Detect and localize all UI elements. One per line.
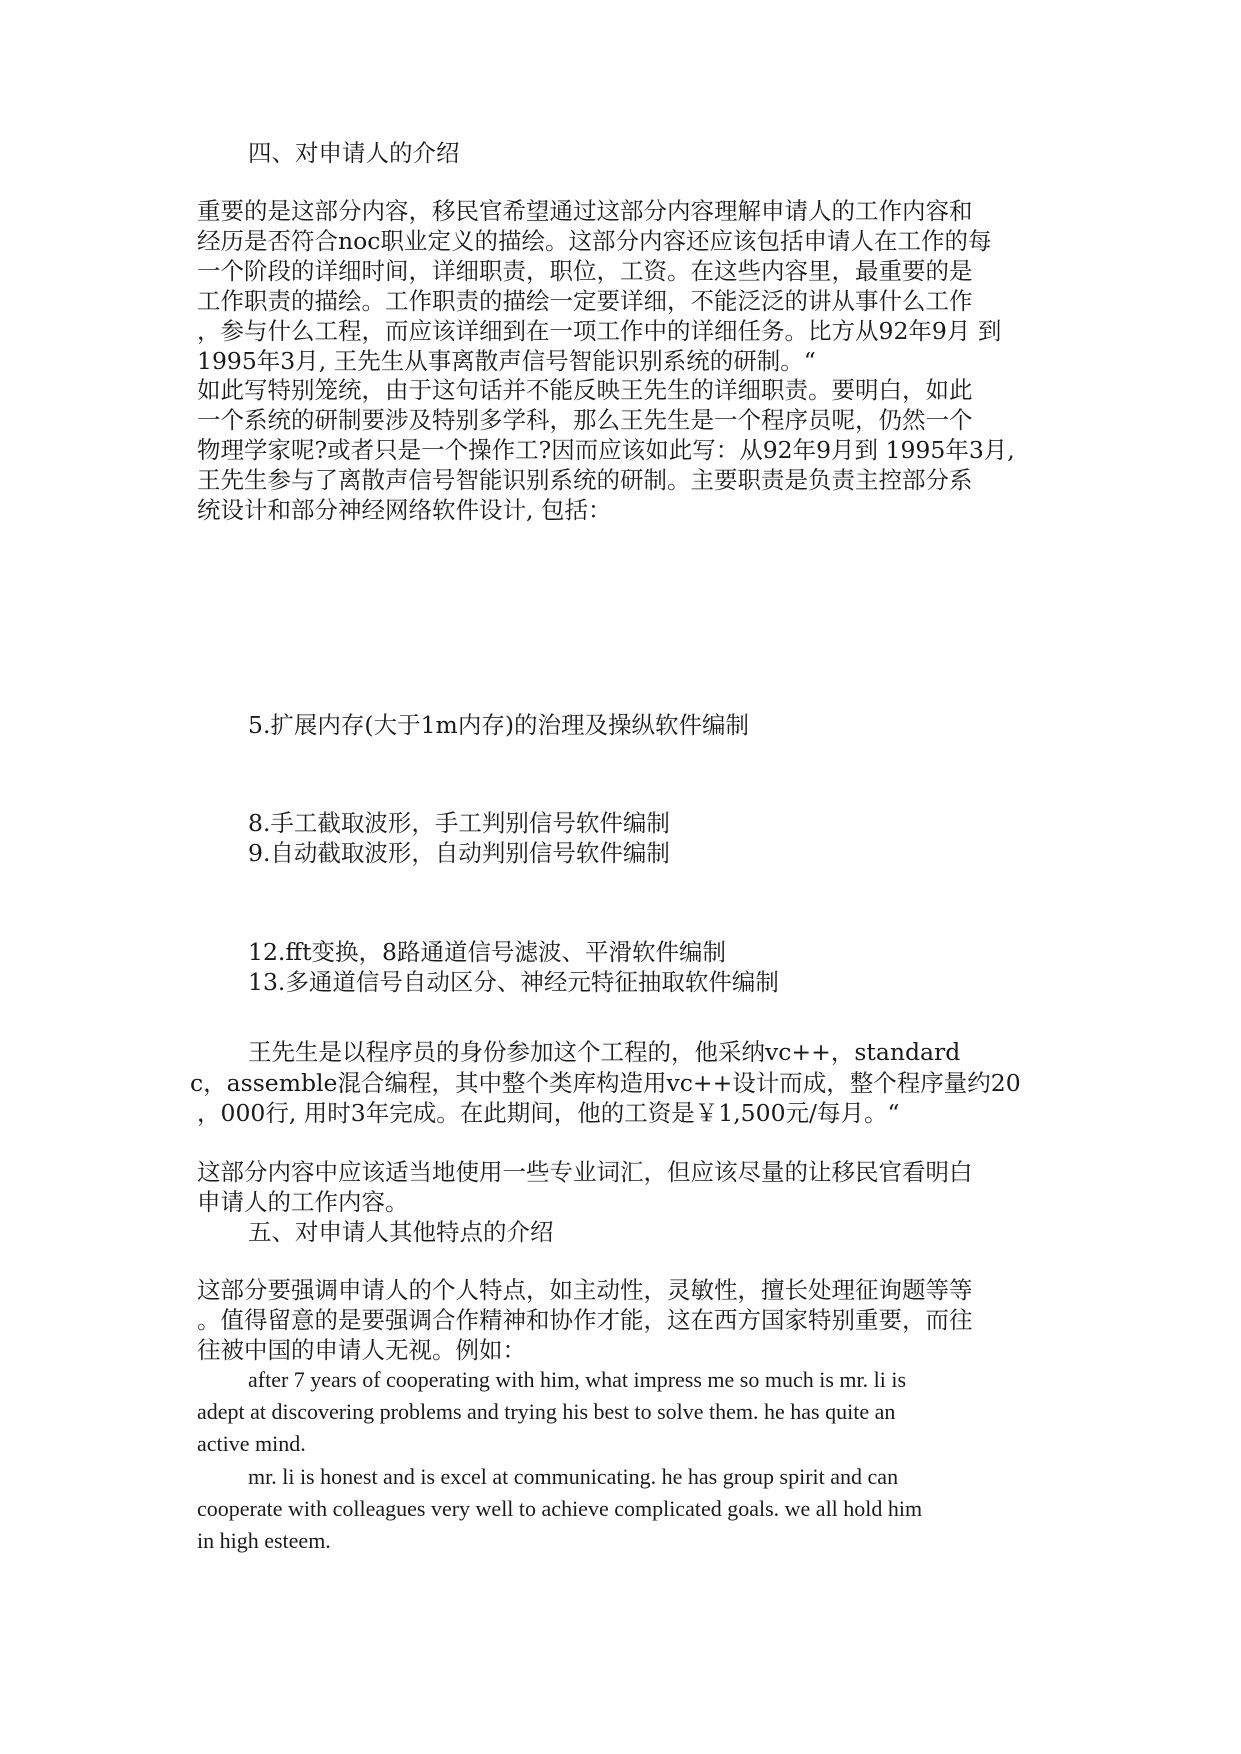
task-item-9: 9.自动截取波形，自动判别信号软件编制	[248, 839, 670, 867]
paragraph-line: 工作职责的描绘。工作职责的描绘一定要详细，不能泛泛的讲从事什么工作	[197, 287, 973, 315]
paragraph-line: ，000行, 用时3年完成。在此期间，他的工资是￥1,500元/每月。“	[197, 1099, 900, 1127]
paragraph-line: mr. li is honest and is excel at communicating. he has group spirit and can	[248, 1464, 899, 1489]
paragraph-line: 如此写特别笼统，由于这句话并不能反映王先生的详细职责。要明白，如此	[197, 376, 973, 404]
section-5-heading: 五、对申请人其他特点的介绍	[248, 1218, 554, 1246]
paragraph-line: adept at discovering problems and trying his best to solve them. he has quite an	[197, 1399, 896, 1424]
paragraph-line: cooperate with colleagues very well to achieve complicated goals. we all hold him	[197, 1496, 923, 1521]
paragraph-line: 经历是否符合noc职业定义的描绘。这部分内容还应该包括申请人在工作的每	[197, 227, 992, 255]
paragraph-line: 物理学家呢?或者只是一个操作工?因而应该如此写：从92年9月到 1995年3月,	[197, 436, 1015, 464]
paragraph-line: 。值得留意的是要强调合作精神和协作才能，这在西方国家特别重要，而往	[197, 1306, 973, 1334]
task-item-12: 12.fft变换，8路通道信号滤波、平滑软件编制	[248, 938, 726, 966]
paragraph-line: 统设计和部分神经网络软件设计, 包括：	[197, 496, 612, 524]
paragraph-line: 一个阶段的详细时间，详细职责，职位，工资。在这些内容里，最重要的是	[197, 257, 973, 285]
paragraph-line: 重要的是这部分内容，移民官希望通过这部分内容理解申请人的工作内容和	[197, 197, 973, 225]
paragraph-line: 这部分内容中应该适当地使用一些专业词汇，但应该尽量的让移民官看明白	[197, 1158, 973, 1186]
section-4-heading: 四、对申请人的介绍	[248, 139, 460, 167]
paragraph-line: after 7 years of cooperating with him, what impress me so much is mr. li is	[248, 1367, 907, 1392]
paragraph-line: 王先生参与了离散声信号智能识别系统的研制。主要职责是负责主控部分系	[197, 466, 973, 494]
paragraph-line: 一个系统的研制要涉及特别多学科，那么王先生是一个程序员呢，仍然一个	[197, 406, 973, 434]
task-item-13: 13.多通道信号自动区分、神经元特征抽取软件编制	[248, 968, 779, 996]
paragraph-line: active mind.	[197, 1431, 306, 1456]
paragraph-line: c，assemble混合编程，其中整个类库构造用vc++设计而成，整个程序量约20	[190, 1069, 1021, 1097]
paragraph-line: 1995年3月, 王先生从事离散声信号智能识别系统的研制。“	[197, 347, 816, 375]
paragraph-line: 申请人的工作内容。	[197, 1188, 409, 1216]
task-item-5: 5.扩展内存(大于1m内存)的治理及操纵软件编制	[248, 711, 749, 739]
paragraph-line: 往被中国的申请人无视。例如：	[197, 1336, 526, 1364]
paragraph-line: in high esteem.	[197, 1528, 331, 1553]
paragraph-line: 王先生是以程序员的身份参加这个工程的，他采纳vc++，standard	[248, 1038, 961, 1066]
task-item-8: 8.手工截取波形，手工判别信号软件编制	[248, 809, 670, 837]
paragraph-line: 这部分要强调申请人的个人特点，如主动性，灵敏性，擅长处理征询题等等	[197, 1276, 973, 1304]
paragraph-line: ，参与什么工程，而应该详细到在一项工作中的详细任务。比方从92年9月 到	[197, 317, 1002, 345]
